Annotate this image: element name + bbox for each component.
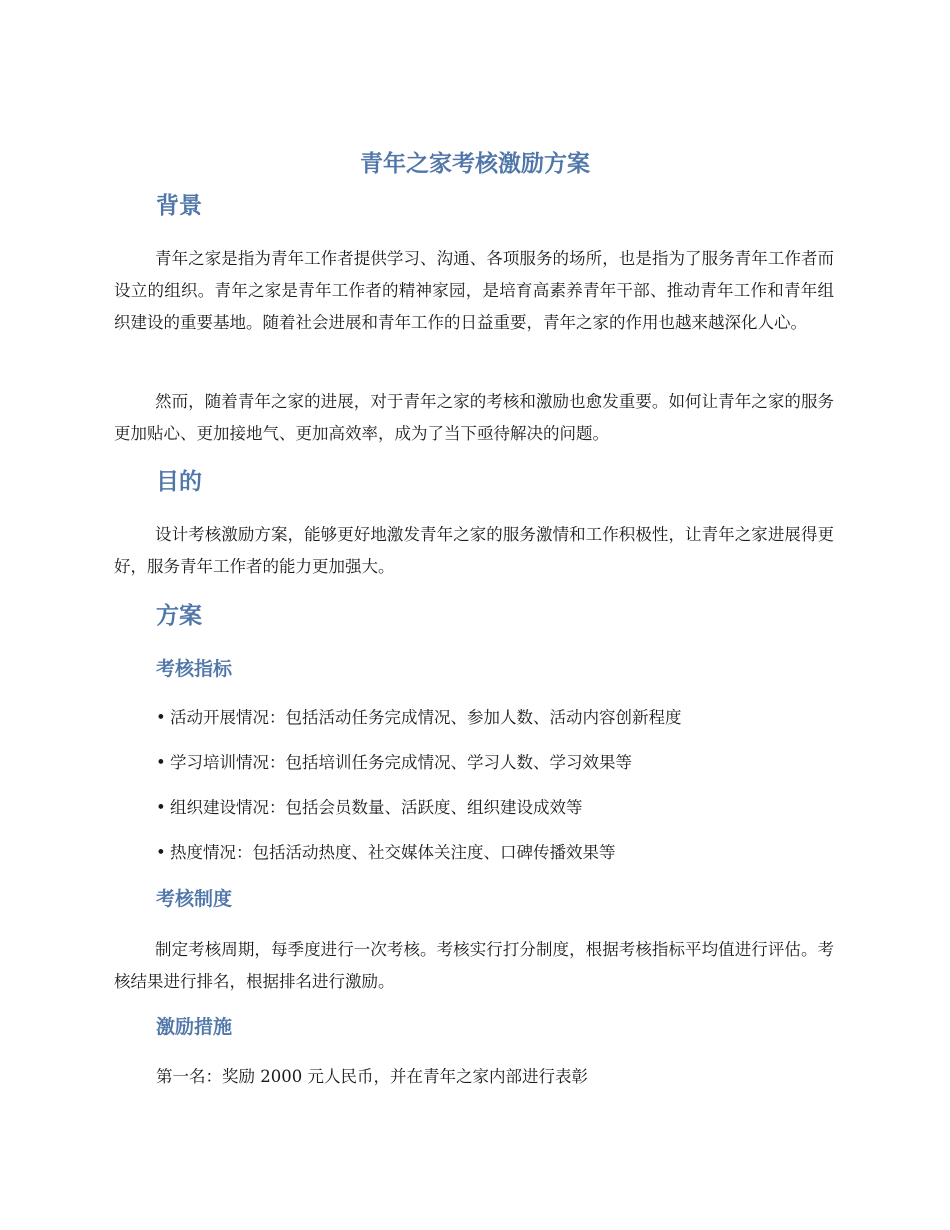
section-heading-background: 背景 — [156, 193, 202, 219]
bullet-symbol: • — [156, 708, 166, 727]
bullet-symbol: • — [156, 798, 166, 817]
system-paragraph-1: 制定考核周期，每季度进行一次考核。考核实行打分制度，根据考核指标平均值进行评估。考核结果进行排名，根据排名进行激励。 — [114, 940, 834, 991]
section-heading-plan: 方案 — [156, 603, 202, 629]
bullet-symbol: • — [156, 753, 166, 772]
indicator-text: 组织建设情况：包括会员数量、活跃度、组织建设成效等 — [170, 798, 583, 817]
bullet-symbol: • — [156, 843, 166, 862]
subsection-heading-indicators: 考核指标 — [156, 658, 233, 680]
incentive-item-1: 第一名：奖励 2000 元人民币，并在青年之家内部进行表彰 — [156, 1067, 588, 1086]
list-item — [156, 839, 616, 867]
indicator-text: 学习培训情况：包括培训任务完成情况、学习人数、学习效果等 — [170, 753, 632, 772]
background-paragraph-1: 青年之家是指为青年工作者提供学习、沟通、各项服务的场所，也是指为了服务青年工作者而设立的组织。青年之家是青年工作者的精神家园，是培育高素养青年干部、推动青年工作和青年组织建设的重要基地。随着社会进展和青年工作的日益重要，青年之家的作用也越来越深化人心。 — [114, 249, 834, 332]
purpose-paragraph-1: 设计考核激励方案，能够更好地激发青年之家的服务激情和工作积极性，让青年之家进展得更好，服务青年工作者的能力更加强大。 — [114, 525, 834, 576]
document-title: 青年之家考核激励方案 — [360, 151, 590, 177]
list-item — [156, 749, 632, 777]
subsection-heading-system: 考核制度 — [156, 888, 233, 910]
list-item — [156, 704, 682, 732]
subsection-heading-incentives: 激励措施 — [156, 1016, 233, 1038]
list-item — [156, 794, 583, 822]
indicator-text: 活动开展情况：包括活动任务完成情况、参加人数、活动内容创新程度 — [170, 708, 682, 727]
section-heading-purpose: 目的 — [156, 469, 202, 495]
background-paragraph-2: 然而，随着青年之家的进展，对于青年之家的考核和激励也愈发重要。如何让青年之家的服务更加贴心、更加接地气、更加高效率，成为了当下亟待解决的问题。 — [114, 392, 834, 443]
indicator-text: 热度情况：包括活动热度、社交媒体关注度、口碑传播效果等 — [170, 843, 616, 862]
